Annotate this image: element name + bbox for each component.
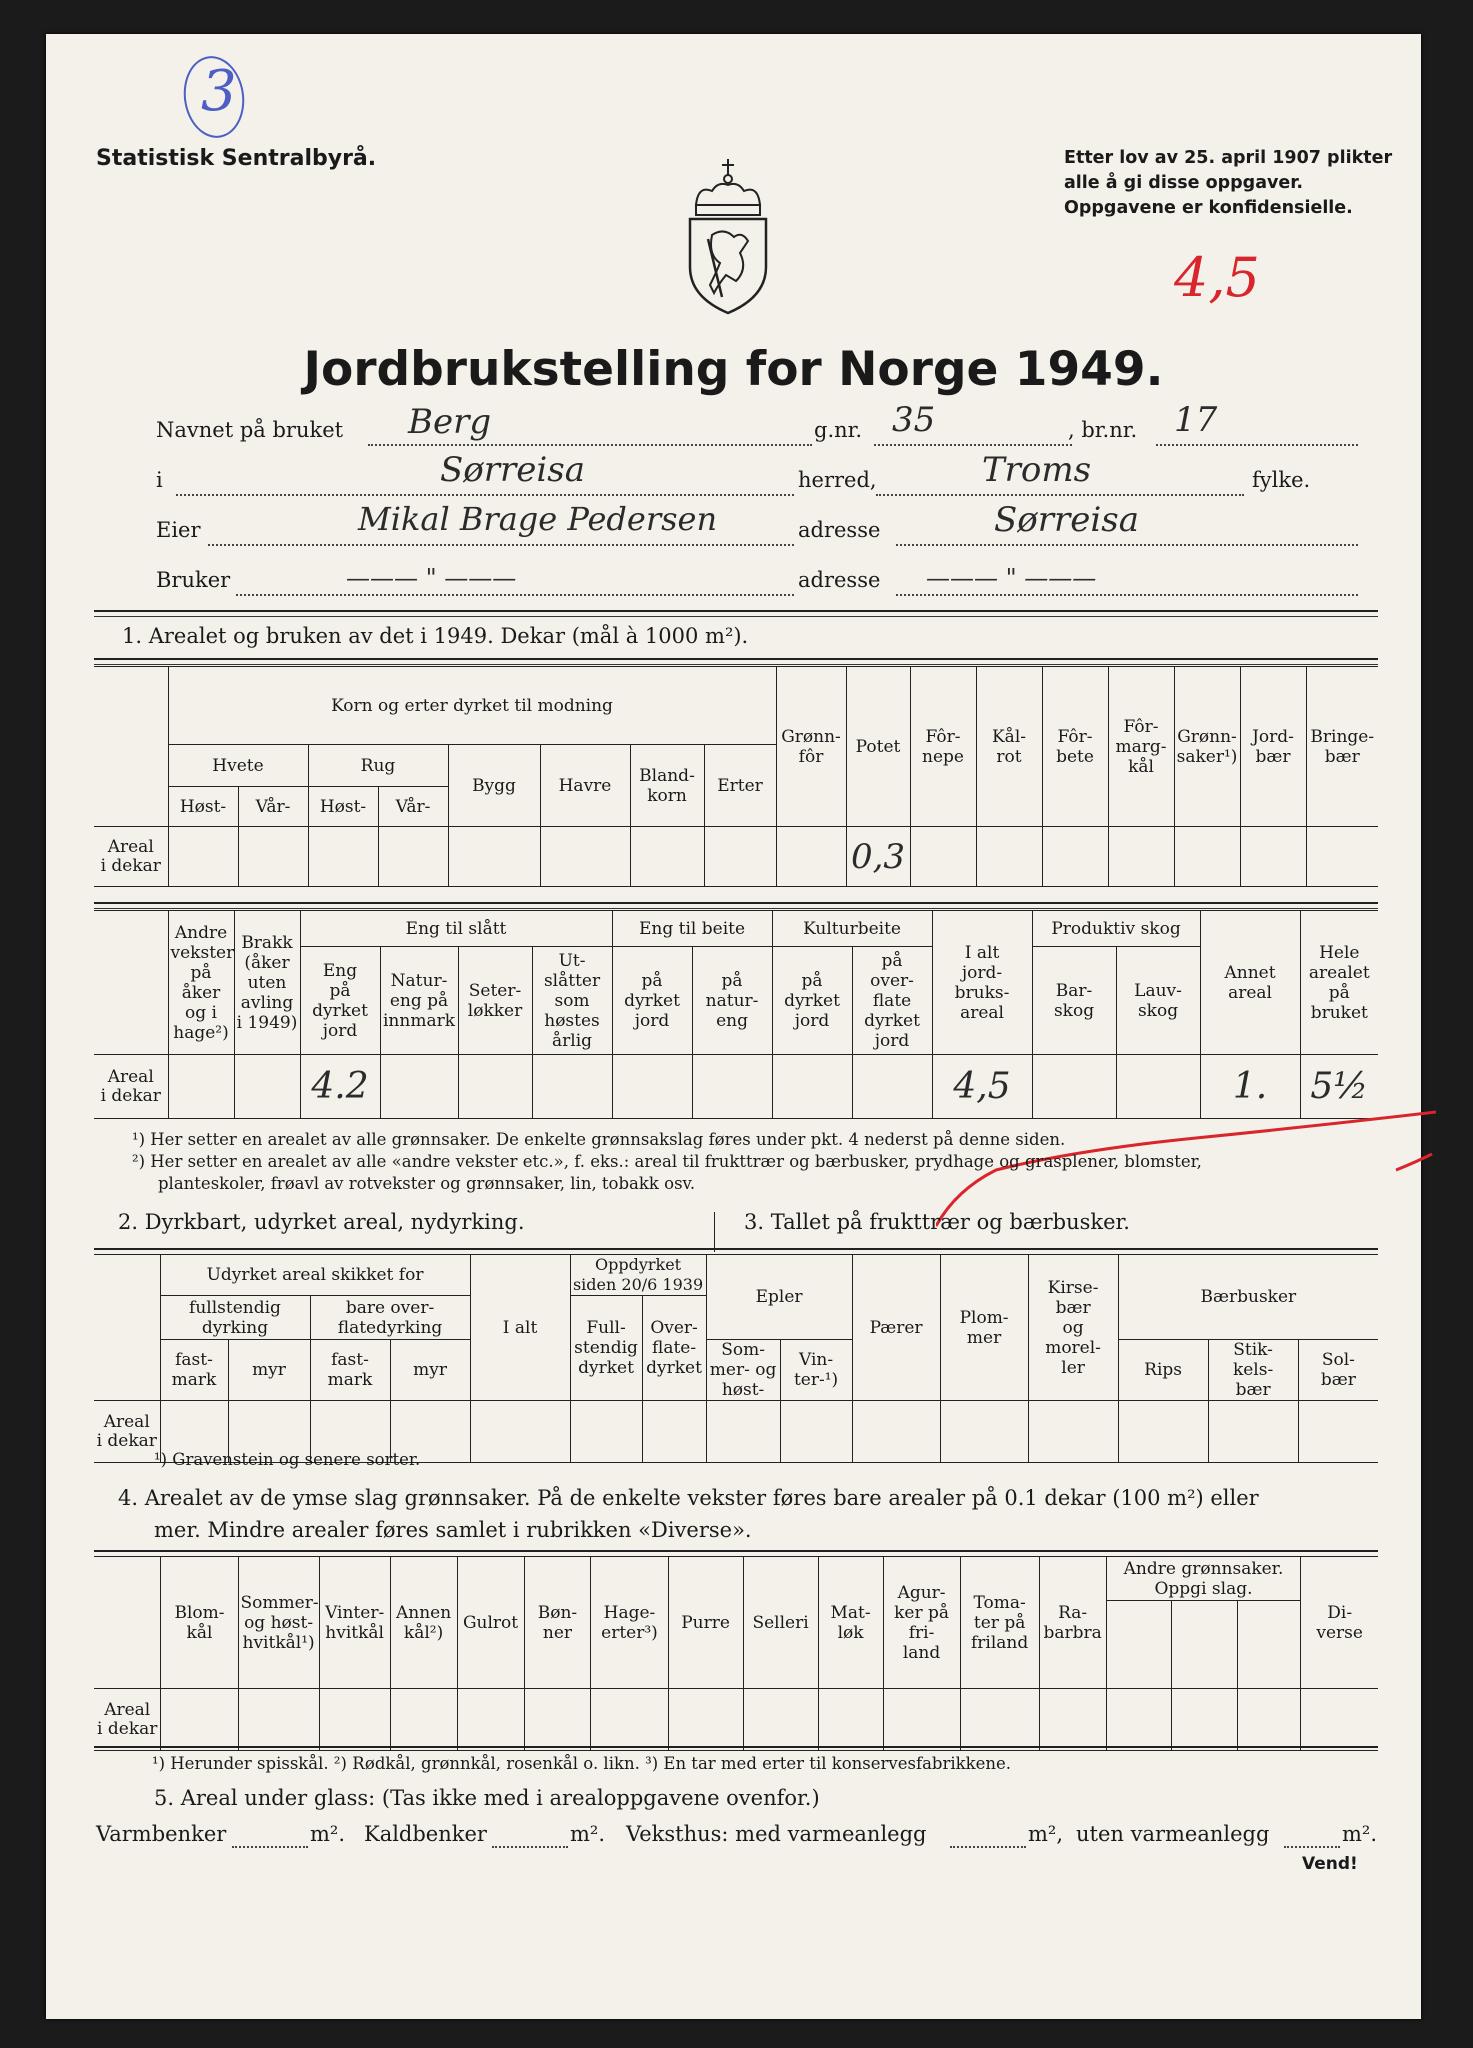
- table-cell[interactable]: [1240, 827, 1306, 887]
- group-skog-header: Produktiv skog: [1032, 911, 1200, 947]
- footnote: ²) Her setter en arealet av alle «andre vekster etc.», f. eks.: areal til frukttrær og bærbusker, prydhage og grasplener, blomster,: [132, 1152, 1202, 1171]
- group-oppdyrket-header: Oppdyrket siden 20/6 1939: [570, 1255, 706, 1296]
- row-label-header: [94, 1557, 161, 1689]
- table-cell[interactable]: [668, 1689, 743, 1751]
- divider: [94, 1550, 1378, 1552]
- table-cell[interactable]: [457, 1689, 524, 1751]
- table-cell[interactable]: [852, 1401, 940, 1463]
- kaldbenker-label: Kaldbenker: [364, 1822, 487, 1846]
- table-cell[interactable]: [1174, 827, 1240, 887]
- vegetable-table: [94, 1556, 1378, 1751]
- eng-dyrket-value[interactable]: 4.2: [300, 1055, 380, 1119]
- table-cell[interactable]: [780, 1401, 852, 1463]
- table-cell[interactable]: [706, 1401, 780, 1463]
- table-cell[interactable]: [380, 1055, 458, 1119]
- rug-host-header: Høst-: [308, 787, 378, 827]
- bruker-line: [236, 594, 794, 596]
- table-cell[interactable]: [630, 827, 704, 887]
- footnote: ¹) Herunder spisskål. ²) Rødkål, grønnkål, rosenkål o. likn. ³) En tar med erter til konservesfabrikkene.: [152, 1754, 1012, 1773]
- table-cell[interactable]: [772, 1055, 852, 1119]
- fylke-label: fylke.: [1252, 468, 1311, 492]
- unit-m2: m².: [1342, 1822, 1378, 1846]
- row-label-header: [94, 667, 168, 827]
- table-cell[interactable]: [1298, 1401, 1378, 1463]
- divider: [714, 1212, 715, 1252]
- divider: [94, 1248, 1378, 1250]
- bruker-label: Bruker: [156, 568, 231, 592]
- table-cell[interactable]: [540, 827, 630, 887]
- row-label: Areal i dekar: [94, 1689, 161, 1751]
- table-cell[interactable]: [1208, 1401, 1298, 1463]
- beite-natur-header: på natur- eng: [692, 947, 772, 1055]
- section5-heading: 5. Areal under glass: (Tas ikke med i arealoppgavene ovenfor.): [154, 1786, 820, 1810]
- overflatedyrket-header: Over- flate- dyrket: [642, 1296, 706, 1401]
- legal-notice: [1064, 146, 1392, 221]
- farm-name-line: [368, 444, 812, 446]
- table-cell[interactable]: [1171, 1689, 1238, 1751]
- unit-m2: m².: [570, 1822, 606, 1846]
- table-cell[interactable]: [238, 1689, 319, 1751]
- eier-adresse-value[interactable]: Sørreisa: [994, 500, 1139, 540]
- seter-header: Seter- løkker: [458, 947, 532, 1055]
- brnr-line: [1156, 444, 1358, 446]
- table-cell[interactable]: [1118, 1401, 1208, 1463]
- table-cell[interactable]: [448, 827, 540, 887]
- table-cell[interactable]: [1301, 1689, 1378, 1751]
- farm-name-label: Navnet på bruket: [156, 418, 344, 442]
- sommer-header: Som- mer- og høst-: [706, 1340, 780, 1401]
- bringebaer-header: Bringe- bær: [1306, 667, 1378, 827]
- barskog-header: Bar- skog: [1032, 947, 1116, 1055]
- table-cell[interactable]: [612, 1055, 692, 1119]
- rips-header: Rips: [1118, 1340, 1208, 1401]
- fylke-line: [876, 494, 1244, 496]
- jordbaer-header: Jord- bær: [1240, 667, 1306, 827]
- veg-col-0: Blom- kål: [161, 1557, 238, 1689]
- brakk-header: Brakk (åker uten avling i 1949): [234, 911, 300, 1055]
- row-label: Areal i dekar: [94, 827, 168, 887]
- i-alt-header: I alt: [470, 1255, 570, 1401]
- rug-header: Rug: [308, 745, 448, 787]
- table-cell[interactable]: [238, 827, 308, 887]
- diverse-header: Di- verse: [1301, 1557, 1378, 1689]
- i-label: i: [156, 468, 163, 492]
- veg-col-7: Purre: [668, 1557, 743, 1689]
- veg-col-8: Selleri: [743, 1557, 818, 1689]
- table-cell[interactable]: [883, 1689, 960, 1751]
- arable-fruit-table: [94, 1254, 1378, 1463]
- divider: [94, 658, 1378, 660]
- veg-col-12: Ra- barbra: [1039, 1557, 1106, 1689]
- veg-col-11: Toma- ter på friland: [960, 1557, 1039, 1689]
- veg-col-6: Hage- erter³): [591, 1557, 668, 1689]
- row-label: Areal i dekar: [94, 1055, 168, 1119]
- fastmark-header: fast- mark: [160, 1340, 228, 1401]
- veksthus-line[interactable]: [950, 1846, 1026, 1848]
- bruker-adresse-label: adresse: [798, 568, 881, 592]
- table-cell[interactable]: [1116, 1055, 1200, 1119]
- solbaer-header: Sol- bær: [1298, 1340, 1378, 1401]
- fullstendig-dyrket-header: Full- stendig dyrket: [570, 1296, 642, 1401]
- handwritten-circle-number: 3: [201, 59, 237, 124]
- erter-header: Erter: [704, 745, 776, 827]
- eier-value[interactable]: Mikal Brage Pedersen: [358, 500, 718, 538]
- kulturbeite-overflate-header: på over- flate dyrket jord: [852, 947, 932, 1055]
- table-cell[interactable]: [378, 827, 448, 887]
- table-cell[interactable]: [1306, 827, 1378, 887]
- bruker-adresse-line: [896, 594, 1358, 596]
- divider: [94, 664, 1378, 665]
- veksthus-label: Veksthus: med varmeanlegg: [626, 1822, 927, 1846]
- veg-col-2: Vinter- hvitkål: [319, 1557, 390, 1689]
- divider: [94, 902, 1378, 904]
- gnr-value[interactable]: 35: [892, 400, 936, 440]
- footnote: planteskoler, frøavl av rotvekster og grønnsaker, lin, tobakk osv.: [158, 1174, 696, 1193]
- coat-of-arms-icon: [678, 152, 778, 322]
- table-cell[interactable]: [532, 1055, 612, 1119]
- andre-slag-cell[interactable]: [1106, 1601, 1171, 1689]
- plommer-header: Plom- mer: [940, 1255, 1028, 1401]
- agency-name: Statistisk Sentralbyrå.: [96, 146, 377, 171]
- legal-line: Etter lov av 25. april 1907 plikter: [1064, 148, 1393, 168]
- fornepe-header: Fôr- nepe: [910, 667, 976, 827]
- eier-adresse-line: [896, 544, 1358, 546]
- table-cell[interactable]: [743, 1689, 818, 1751]
- veg-col-9: Mat- løk: [818, 1557, 883, 1689]
- eier-label: Eier: [156, 518, 201, 542]
- naturing-header: Natur- eng på innmark: [380, 947, 458, 1055]
- farm-name-value[interactable]: Berg: [408, 402, 492, 442]
- gnr-label: g.nr.: [814, 418, 863, 442]
- varmbenker-label: Varmbenker: [96, 1822, 227, 1846]
- epler-header: Epler: [706, 1255, 852, 1340]
- eier-line: [208, 544, 794, 546]
- table-cell[interactable]: [161, 1689, 238, 1751]
- kulturbeite-dyrket-header: på dyrket jord: [772, 947, 852, 1055]
- kirsebaer-header: Kirse- bær og morel- ler: [1028, 1255, 1118, 1401]
- group-udyrket-header: Udyrket areal skikket for: [160, 1255, 470, 1296]
- hvete-header: Hvete: [168, 745, 308, 787]
- rug-var-header: Vår-: [378, 787, 448, 827]
- myr-header: myr: [390, 1340, 470, 1401]
- page-title: Jordbrukstelling for Norge 1949.: [303, 342, 1164, 397]
- footnote: ¹) Gravenstein og senere sorter.: [154, 1450, 421, 1469]
- table-cell[interactable]: [1032, 1055, 1116, 1119]
- table-cell[interactable]: [390, 1689, 457, 1751]
- table-cell[interactable]: [704, 827, 776, 887]
- table-cell[interactable]: [818, 1689, 883, 1751]
- row-label-header: [94, 911, 168, 1055]
- group-eng-slatt-header: Eng til slått: [300, 911, 612, 947]
- table-cell[interactable]: [940, 1401, 1028, 1463]
- table-cell[interactable]: [308, 827, 378, 887]
- veg-col-10: Agur- ker på fri- land: [883, 1557, 960, 1689]
- unit-m2: m²,: [1028, 1822, 1064, 1846]
- vend-label: Vend!: [1302, 1854, 1358, 1874]
- brnr-value[interactable]: 17: [1174, 400, 1218, 440]
- andre-slag-cell[interactable]: [1238, 1601, 1301, 1689]
- eier-adresse-label: adresse: [798, 518, 881, 542]
- lauvskog-header: Lauv- skog: [1116, 947, 1200, 1055]
- table-cell[interactable]: [852, 1055, 932, 1119]
- land-use-table: [94, 910, 1378, 1119]
- table-cell[interactable]: [591, 1689, 668, 1751]
- fylke-value[interactable]: Troms: [982, 450, 1092, 490]
- gnr-line: [874, 444, 1072, 446]
- veg-col-4: Gulrot: [457, 1557, 524, 1689]
- varmbenker-line[interactable]: [232, 1846, 308, 1848]
- brnr-label: , br.nr.: [1068, 418, 1138, 442]
- hvete-host-header: Høst-: [168, 787, 238, 827]
- table-cell[interactable]: [524, 1689, 591, 1751]
- row-label: Areal i dekar: [94, 1401, 160, 1463]
- annet-value[interactable]: 1.: [1200, 1055, 1300, 1119]
- handwritten-red-number: 4,5: [1174, 246, 1260, 309]
- potet-header: Potet: [846, 667, 910, 827]
- table-cell[interactable]: [976, 827, 1042, 887]
- myr-header: myr: [228, 1340, 310, 1401]
- hvete-var-header: Vår-: [238, 787, 308, 827]
- i-alt-header: I alt jord- bruks- areal: [932, 911, 1032, 1055]
- legal-line: alle å gi disse oppgaver.: [1064, 173, 1304, 193]
- form-page: [46, 34, 1421, 2019]
- baerbusker-header: Bærbusker: [1118, 1255, 1378, 1340]
- i-alt-value[interactable]: 4,5: [932, 1055, 1032, 1119]
- section2-heading: 2. Dyrkbart, udyrket areal, nydyrking.: [118, 1210, 525, 1234]
- andre-slag-cell[interactable]: [1171, 1601, 1238, 1689]
- table-cell[interactable]: [458, 1055, 532, 1119]
- fullstendig-header: fullstendig dyrking: [160, 1296, 310, 1340]
- table-cell[interactable]: [1238, 1689, 1301, 1751]
- table-cell[interactable]: [570, 1401, 642, 1463]
- section1-heading: 1. Arealet og bruken av det i 1949. Dekar (mål à 1000 m²).: [122, 624, 749, 648]
- group-eng-beite-header: Eng til beite: [612, 911, 772, 947]
- table-cell[interactable]: [1028, 1401, 1118, 1463]
- uten-label: uten varmeanlegg: [1076, 1822, 1270, 1846]
- table-cell[interactable]: [776, 827, 846, 887]
- potet-value[interactable]: 0,3: [846, 827, 910, 887]
- fastmark-header: fast- mark: [310, 1340, 390, 1401]
- andre-header: Andre vekster på åker og i hage²): [168, 911, 234, 1055]
- footnote: ¹) Her setter en arealet av alle grønnsaker. De enkelte grønnsakslag føres under pkt. 4 nederst på denne siden.: [132, 1130, 1066, 1149]
- legal-line: Oppgavene er konfidensielle.: [1064, 198, 1353, 218]
- divider: [94, 908, 1378, 909]
- unit-m2: m².: [310, 1822, 346, 1846]
- herred-line: [176, 494, 794, 496]
- havre-header: Havre: [540, 745, 630, 827]
- section4-heading-cont: mer. Mindre arealer føres samlet i rubrikken «Diverse».: [154, 1518, 752, 1542]
- vinter-header: Vin- ter-¹): [780, 1340, 852, 1401]
- beite-dyrket-header: på dyrket jord: [612, 947, 692, 1055]
- section4-heading: 4. Arealet av de ymse slag grønnsaker. På de enkelte vekster føres bare arealer på 0.1 dekar (100 m²) eller: [118, 1486, 1259, 1510]
- blandkorn-header: Bland- korn: [630, 745, 704, 827]
- table-cell[interactable]: [234, 1055, 300, 1119]
- herred-label: herred,: [798, 468, 877, 492]
- table-cell[interactable]: [910, 827, 976, 887]
- group-korn-header: Korn og erter dyrket til modning: [168, 667, 776, 745]
- table-cell[interactable]: [1039, 1689, 1106, 1751]
- gronnfor-header: Grønn- fôr: [776, 667, 846, 827]
- annet-header: Annet areal: [1200, 911, 1300, 1055]
- bygg-header: Bygg: [448, 745, 540, 827]
- forbete-header: Fôr- bete: [1042, 667, 1108, 827]
- uten-line[interactable]: [1284, 1846, 1340, 1848]
- gronnsaker-header: Grønn- saker¹): [1174, 667, 1240, 827]
- herred-value[interactable]: Sørreisa: [440, 450, 585, 490]
- veg-col-5: Bøn- ner: [524, 1557, 591, 1689]
- veg-col-3: Annen kål²): [390, 1557, 457, 1689]
- divider: [94, 616, 1378, 617]
- eng-dyrket-header: Eng på dyrket jord: [300, 947, 380, 1055]
- crop-table: [94, 666, 1378, 887]
- table-cell[interactable]: [1108, 827, 1174, 887]
- table-cell[interactable]: [168, 827, 238, 887]
- veg-col-1: Sommer- og høst- hvitkål¹): [238, 1557, 319, 1689]
- formargkal-header: Fôr- marg- kål: [1108, 667, 1174, 827]
- stikkelsbaer-header: Stik- kels- bær: [1208, 1340, 1298, 1401]
- bare-over-header: bare over- flatedyrking: [310, 1296, 470, 1340]
- table-cell[interactable]: [1106, 1689, 1171, 1751]
- table-cell[interactable]: [1042, 827, 1108, 887]
- group-kulturbeite-header: Kulturbeite: [772, 911, 932, 947]
- andre-gronnsaker-header: Andre grønnsaker. Oppgi slag.: [1106, 1557, 1301, 1601]
- section3-heading: 3. Tallet på frukttrær og bærbusker.: [744, 1210, 1130, 1234]
- table-cell[interactable]: [960, 1689, 1039, 1751]
- kalrot-header: Kål- rot: [976, 667, 1042, 827]
- kaldbenker-line[interactable]: [492, 1846, 568, 1848]
- table-cell[interactable]: [470, 1401, 570, 1463]
- hele-value[interactable]: 5½: [1300, 1055, 1378, 1119]
- bruker-value[interactable]: ——— " ———: [346, 564, 517, 592]
- paerer-header: Pærer: [852, 1255, 940, 1401]
- hele-header: Hele arealet på bruket: [1300, 911, 1378, 1055]
- table-cell[interactable]: [692, 1055, 772, 1119]
- divider: [94, 610, 1378, 612]
- divider: [94, 1746, 1378, 1748]
- bruker-adresse-value[interactable]: ——— " ———: [926, 564, 1097, 592]
- table-cell[interactable]: [319, 1689, 390, 1751]
- table-cell[interactable]: [168, 1055, 234, 1119]
- utslatter-header: Ut- slåtter som høstes årlig: [532, 947, 612, 1055]
- row-label-header: [94, 1255, 160, 1401]
- table-cell[interactable]: [642, 1401, 706, 1463]
